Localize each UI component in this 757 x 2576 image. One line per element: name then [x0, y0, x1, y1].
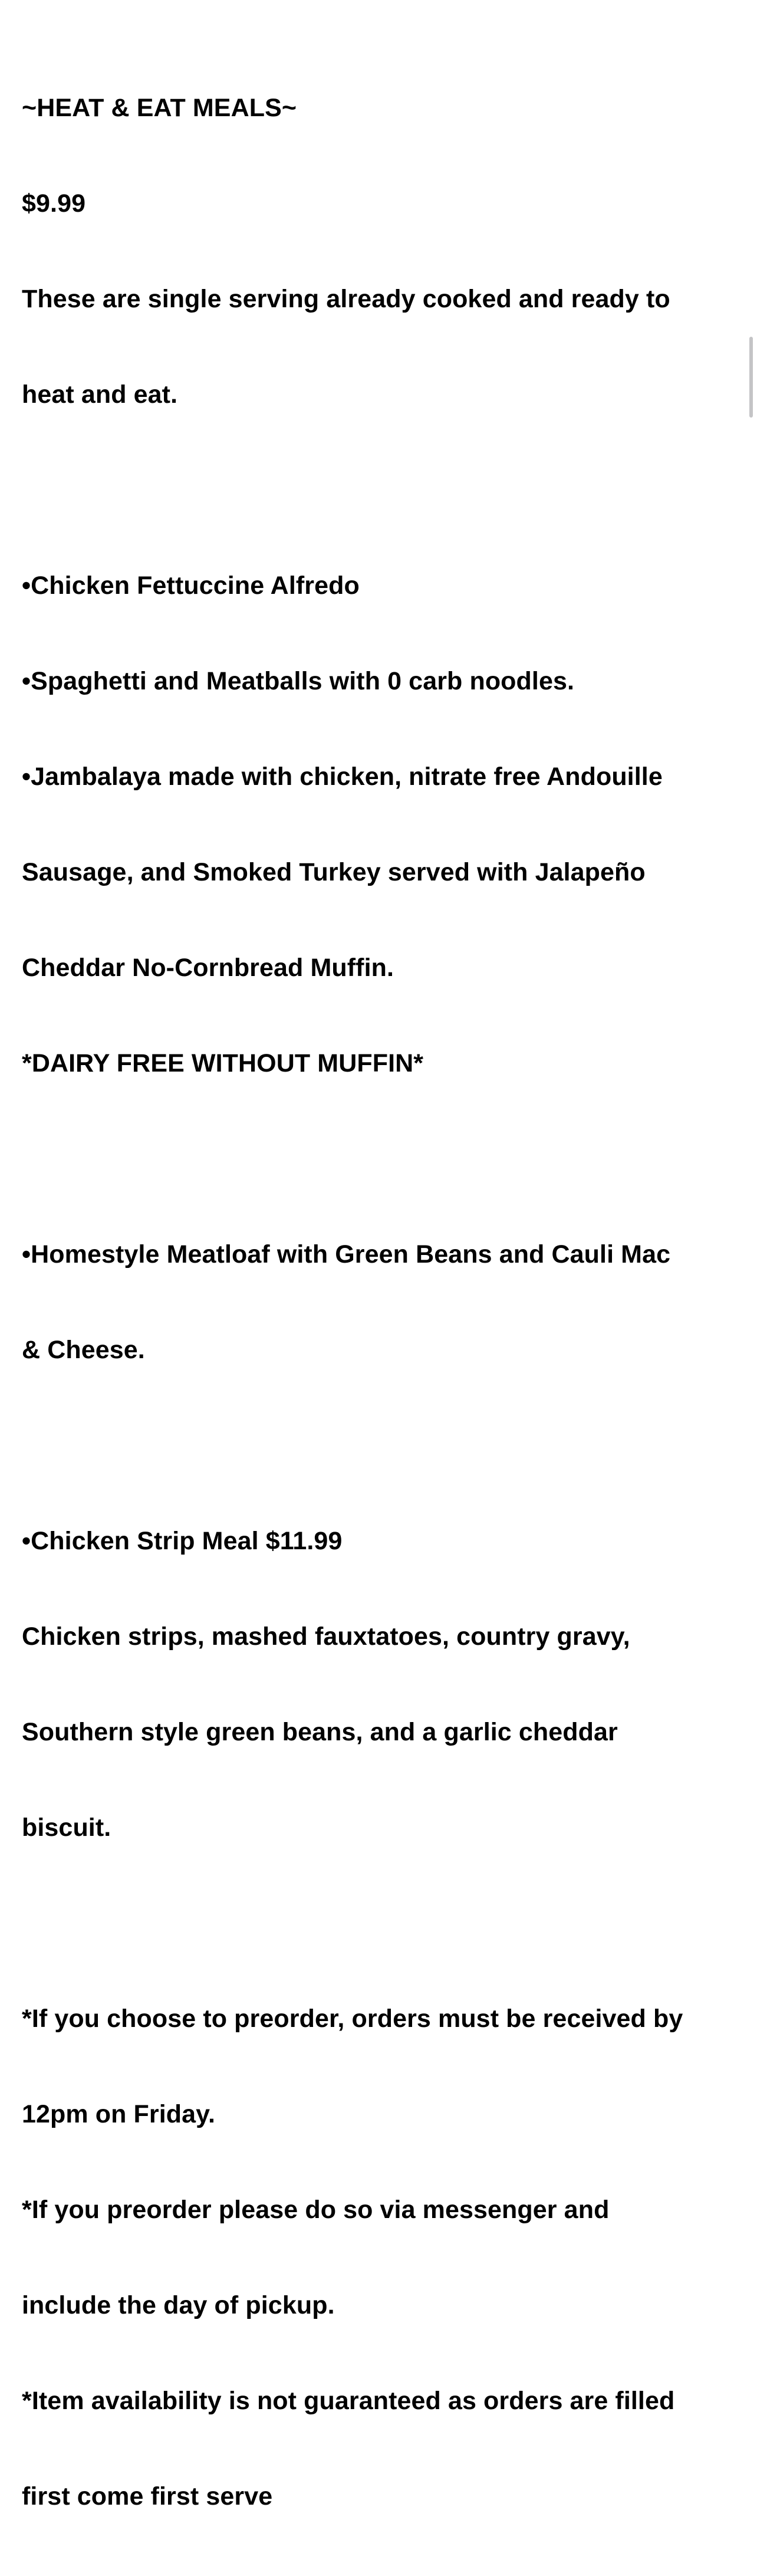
chicken-strip-description: Chicken strips, mashed fauxtatoes, country gravy, [22, 1622, 630, 1651]
chicken-strip-description: biscuit. [22, 1813, 111, 1842]
dairy-free-note: *DAIRY FREE WITHOUT MUFFIN* [22, 1049, 424, 1077]
preorder-note: 12pm on Friday. [22, 2100, 216, 2128]
note-body[interactable] [22, 28, 741, 2576]
blank-line [22, 474, 741, 506]
blank-line [22, 1430, 741, 1461]
menu-item-jambalaya: Sausage, and Smoked Turkey served with Jalapeño [22, 858, 646, 886]
menu-title: ~HEAT & EAT MEALS~ [22, 94, 297, 122]
menu-item-meatloaf: & Cheese. [22, 1336, 145, 1364]
menu-item-jambalaya: •Jambalaya made with chicken, nitrate free Andouille [22, 763, 663, 791]
messenger-note: include the day of pickup. [22, 2291, 335, 2319]
intro-text: heat and eat. [22, 380, 178, 409]
menu-price: $9.99 [22, 189, 86, 218]
menu-item-meatloaf: •Homestyle Meatloaf with Green Beans and Cauli Mac [22, 1240, 671, 1269]
vertical-scrollbar[interactable] [749, 337, 753, 418]
blank-line [22, 1143, 741, 1175]
blank-line [22, 1907, 741, 1939]
preorder-note: *If you choose to preorder, orders must be received by [22, 2005, 683, 2033]
menu-item-chicken-strip: •Chicken Strip Meal $11.99 [22, 1527, 343, 1555]
menu-item-jambalaya: Cheddar No-Cornbread Muffin. [22, 954, 394, 982]
menu-item-fettuccine: •Chicken Fettuccine Alfredo [22, 571, 360, 600]
messenger-note: *If you preorder please do so via messenger and [22, 2196, 610, 2224]
availability-note: first come first serve [22, 2482, 273, 2511]
intro-text: These are single serving already cooked and ready to [22, 285, 670, 313]
menu-item-spaghetti: •Spaghetti and Meatballs with 0 carb noodles. [22, 667, 575, 695]
availability-note: *Item availability is not guaranteed as orders are filled [22, 2387, 675, 2415]
chicken-strip-description: Southern style green beans, and a garlic cheddar [22, 1718, 618, 1746]
